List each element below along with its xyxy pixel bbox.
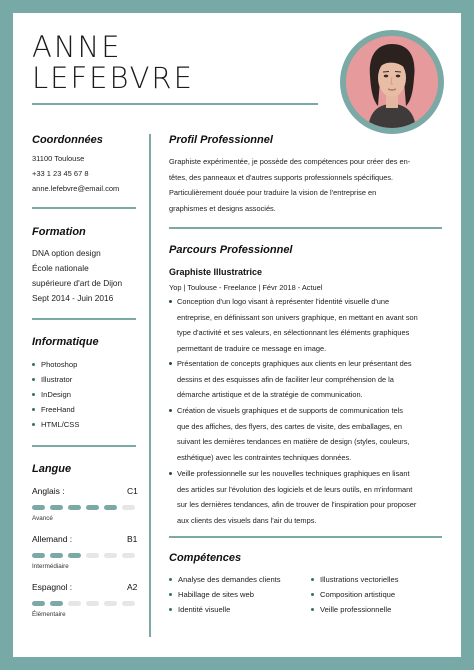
language-level-dot — [122, 601, 135, 606]
language-name: Anglais : — [32, 486, 65, 496]
contact-phone: +33 1 23 45 67 8 — [32, 169, 89, 178]
language-level-dot — [68, 601, 81, 606]
software-title: Informatique — [32, 336, 99, 348]
skill-item: Habillage de sites web — [169, 590, 254, 599]
name-divider — [32, 103, 318, 105]
language-meter — [32, 601, 135, 606]
job-meta: Yop | Toulouse - Freelance | Févr 2018 - Actuel — [169, 283, 323, 292]
profile-text — [169, 154, 441, 216]
column-divider — [149, 134, 151, 637]
language-level-dot — [68, 553, 81, 558]
first-name: ANNE — [32, 30, 122, 64]
achievement-line: Création de visuels graphiques et de supports de communication tels — [177, 406, 403, 415]
contact-email[interactable]: anne.lefebvre@email.com — [32, 184, 120, 193]
achievement-line: suivant les dernières tendances en matière de design (styles, couleurs, — [177, 437, 410, 447]
divider — [32, 207, 136, 209]
profile-line: têtes, des panneaux et d'autres supports professionnels spécifiques. — [169, 172, 394, 182]
language-level-dot — [50, 553, 63, 558]
language-level-dot — [104, 601, 117, 606]
achievement-line: permettant de traduire ce message en image. — [177, 343, 327, 353]
skill-item: Illustrations vectorielles — [311, 575, 399, 584]
achievement-line: que des affiches, des flyers, des cartes de visite, des emballages, en — [177, 421, 402, 431]
skill-item: Veille professionnelle — [311, 605, 391, 614]
contact-title: Coordonnées — [32, 134, 103, 146]
language-level-dot — [32, 601, 45, 606]
language-level: A2 — [127, 582, 138, 592]
language-label: Élémentaire — [32, 611, 66, 618]
software-item: Illustrator — [32, 375, 72, 384]
language-level-dot — [32, 505, 45, 510]
language-level: B1 — [127, 534, 138, 544]
language-level-dot — [50, 505, 63, 510]
job-title: Graphiste Illustratrice — [169, 267, 263, 277]
education-line: École nationale — [32, 263, 89, 273]
software-item: InDesign — [32, 390, 71, 399]
education-title: Formation — [32, 226, 86, 238]
achievement-line: des articles sur l'évolution des logiciels et de leurs outils, en m'informant — [177, 484, 413, 494]
achievement-line: sur les dernières tendances, afin de trouver de l'inspiration pour proposer — [177, 500, 417, 510]
language-level-dot — [68, 505, 81, 510]
last-name: LEFEBVRE — [32, 61, 194, 95]
achievement-line: esthétique) avec les contraintes techniques données. — [177, 452, 352, 462]
education-line: Sept 2014 - Juin 2016 — [32, 293, 114, 303]
divider — [169, 227, 442, 229]
photo-frame — [340, 30, 444, 134]
achievement-line: entreprise, en définissant son univers graphique, en mettant en avant son — [177, 312, 418, 322]
achievement-line: dessins et des esquisses afin de faciliter leur compréhension de la — [177, 374, 394, 384]
language-name: Espagnol : — [32, 582, 73, 592]
skill-item: Identité visuelle — [169, 605, 230, 614]
software-item: FreeHand — [32, 405, 75, 414]
language-level-dot — [86, 601, 99, 606]
achievement-line: démarche artistique et de la stratégie de communication. — [177, 390, 363, 400]
profile-line: Particulièrement douée pour traduire la vision de l'entreprise en — [169, 188, 377, 198]
achievement-item — [169, 294, 445, 356]
achievement-item — [169, 466, 445, 528]
profile-line: Graphiste expérimentée, je possède des compétences pour créer des en- — [169, 157, 411, 166]
resume-page — [13, 13, 461, 657]
language-meter — [32, 553, 135, 558]
language-level-dot — [122, 505, 135, 510]
language-label: Intermédiaire — [32, 563, 69, 570]
achievement-item — [169, 356, 445, 403]
language-meter — [32, 505, 135, 510]
achievement-item — [169, 403, 445, 465]
languages-title: Langue — [32, 463, 72, 475]
software-item: Photoshop — [32, 360, 77, 369]
language-level-dot — [32, 553, 45, 558]
language-level: C1 — [127, 486, 138, 496]
education-line: DNA option design — [32, 248, 101, 258]
skills-title: Compétences — [169, 552, 242, 564]
divider — [32, 318, 136, 320]
profile-title: Profil Professionnel — [169, 134, 273, 146]
achievement-line: Conception d'un logo visant à représenter l'identité visuelle d'une — [177, 297, 390, 306]
education-line: supérieure d'art de Dijon — [32, 278, 123, 288]
language-level-dot — [104, 505, 117, 510]
contact-address: 31100 Toulouse — [32, 154, 85, 163]
language-level-dot — [122, 553, 135, 558]
divider — [169, 536, 442, 538]
language-name: Allemand : — [32, 534, 73, 544]
experience-title: Parcours Professionnel — [169, 244, 293, 256]
achievement-line: Présentation de concepts graphiques aux clients en leur présentant des — [177, 359, 412, 368]
achievement-line: type d'activité et ses valeurs, en sélectionnant les éléments graphiques — [177, 328, 410, 338]
language-label: Avancé — [32, 515, 53, 522]
profile-line: graphismes et designs associés. — [169, 203, 276, 213]
achievement-line: Veille professionnelle sur les nouvelles techniques graphiques en lisant — [177, 469, 410, 478]
candidate-name — [32, 32, 194, 94]
skill-item: Analyse des demandes clients — [169, 575, 281, 584]
software-item: HTML/CSS — [32, 420, 79, 429]
language-level-dot — [104, 553, 117, 558]
skill-item: Composition artistique — [311, 590, 395, 599]
achievement-line: aux clients des visuels dans l'air du temps. — [177, 515, 317, 525]
language-level-dot — [50, 601, 63, 606]
language-level-dot — [86, 505, 99, 510]
language-level-dot — [86, 553, 99, 558]
divider — [32, 445, 136, 447]
profile-photo — [346, 36, 438, 128]
